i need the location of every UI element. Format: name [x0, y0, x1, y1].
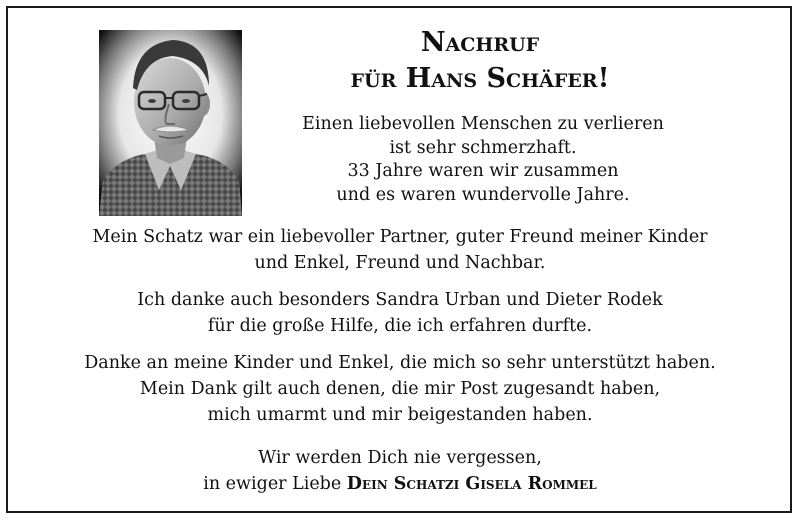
partner-paragraph	[10, 224, 790, 276]
intro-line: ist sehr schmerzhaft.	[389, 137, 577, 158]
paragraph-line: für die große Hilfe, die ich erfahren durfte.	[207, 316, 593, 336]
paragraph-line: Mein Schatz war ein liebevoller Partner, guter Freund meiner Kinder	[92, 227, 708, 247]
closing-paragraph	[10, 445, 790, 497]
intro-line: 33 Jahre waren wir zusammen	[347, 161, 619, 181]
intro-verse	[260, 113, 706, 207]
intro-line: und es waren wundervolle Jahre.	[336, 184, 630, 205]
obituary-title: Nachruf	[420, 27, 540, 58]
paragraph-line: und Enkel, Freund und Nachbar.	[254, 253, 546, 273]
signature-line	[10, 471, 790, 497]
paragraph-line: Mein Dank gilt auch denen, die mir Post zugesandt haben,	[139, 379, 661, 399]
closing-line: Wir werden Dich nie vergessen,	[258, 448, 542, 468]
portrait-photo	[99, 30, 242, 216]
obituary-subtitle: für Hans Schäfer!	[350, 63, 610, 94]
paragraph-line: Ich danke auch besonders Sandra Urban und Dieter Rodek	[137, 290, 663, 310]
thanks-paragraph	[10, 287, 790, 339]
closing-prefix: in ewiger Liebe	[203, 474, 347, 494]
family-thanks-paragraph	[10, 350, 790, 428]
paragraph-line: Danke an meine Kinder und Enkel, die mich so sehr unterstützt haben.	[84, 353, 716, 373]
intro-line: Einen liebevollen Menschen zu verlieren	[302, 114, 664, 134]
signature: Dein Schatzi Gisela Rommel	[346, 474, 597, 494]
paragraph-line: mich umarmt und mir beigestanden haben.	[207, 405, 593, 425]
